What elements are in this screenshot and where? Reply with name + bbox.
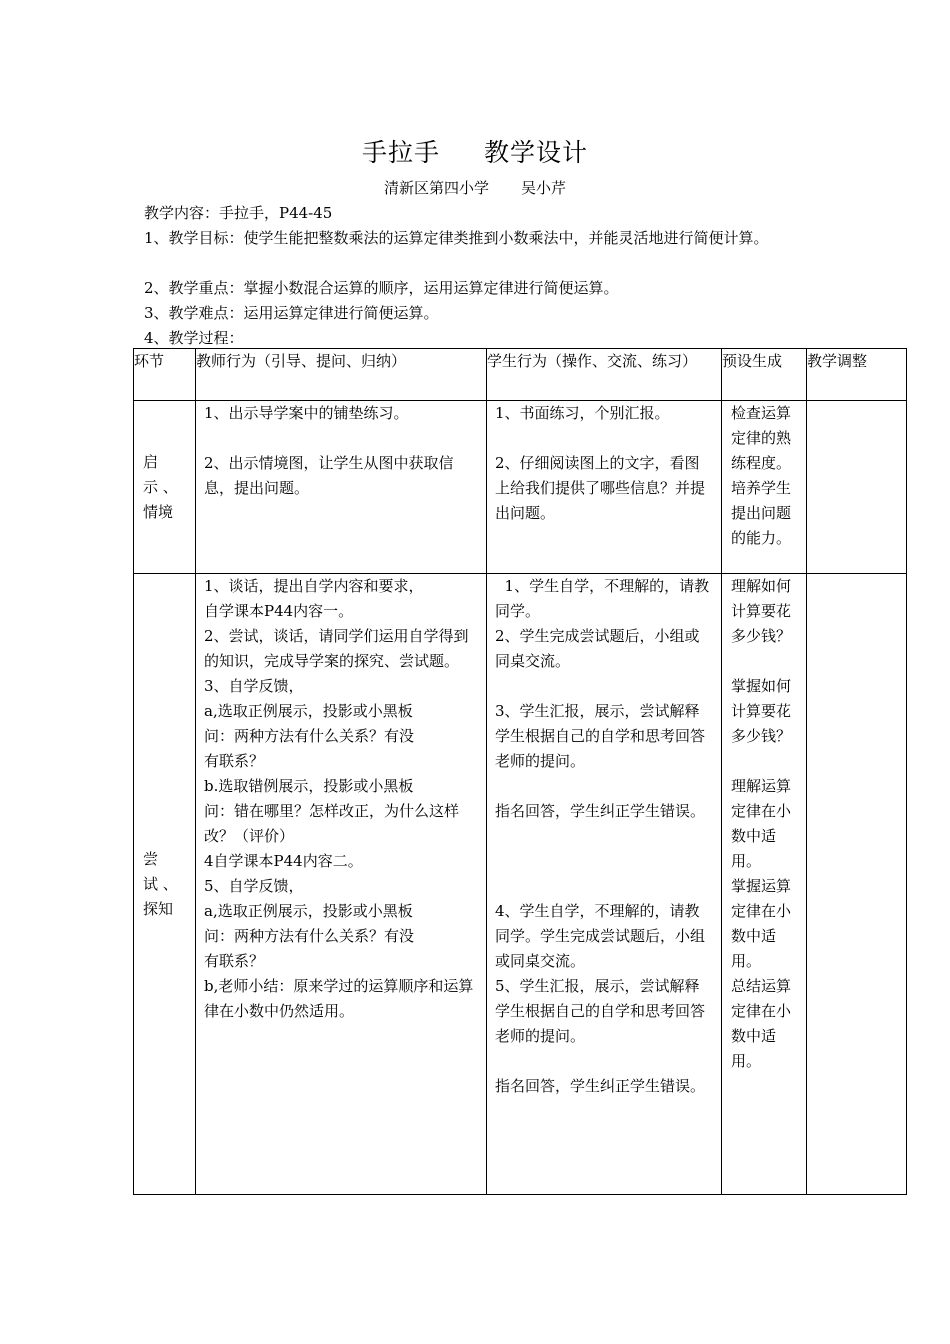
student-cell <box>487 401 722 574</box>
teacher-text: 1、出示导学案中的铺垫练习。 2、出示情境图，让学生从图中获取信息，提出问题。 <box>204 404 454 497</box>
header-teacher: 教师行为（引导、提问、归纳） <box>196 349 487 401</box>
table-row <box>134 574 907 1195</box>
teacher-cell <box>196 401 487 574</box>
generation-text: 检查运算定律的熟练程度。 培养学生提出问题的能力。 <box>731 404 792 547</box>
school-name: 清新区第四小学 <box>383 179 489 197</box>
table-header-row <box>134 349 907 401</box>
student-text: 1、书面练习，个别汇报。 2、仔细阅读图上的文字，看图 上给我们提供了哪些信息？并提出问题。 <box>495 404 706 522</box>
generation-cell <box>722 401 807 574</box>
teaching-goal-line: 1、教学目标：使学生能把整数乘法的运算定律类推到小数乘法中，并能灵活地进行简便计算。 <box>144 229 769 247</box>
title-part-2: 教学设计 <box>484 138 589 167</box>
teacher-cell <box>196 574 487 1195</box>
header-stage: 环节 <box>134 349 196 401</box>
header-student: 学生行为（操作、交流、练习） <box>487 349 722 401</box>
adjust-cell <box>807 574 907 1195</box>
header-generation: 预设生成 <box>722 349 807 401</box>
generation-cell <box>722 574 807 1195</box>
teaching-content-line: 教学内容：手拉手，P44-45 <box>144 204 333 222</box>
table-row <box>134 401 907 574</box>
stage-cell: 启 示 、 情境 <box>134 401 196 574</box>
student-cell <box>487 574 722 1195</box>
teaching-key-point-line: 2、教学重点：掌握小数混合运算的顺序，运用运算定律进行简便运算。 <box>144 279 619 297</box>
generation-text: 理解如何计算要花多少钱？ 掌握如何计算要花多少钱？ 理解运算定律在小数中适用。 掌握运算定律在小数中适用。 总结运算定律在小数中适用。 <box>731 577 792 1070</box>
adjust-cell <box>807 401 907 574</box>
stage-cell: 尝 试 、 探知 <box>134 574 196 1195</box>
title-part-1: 手拉手 <box>361 138 440 167</box>
student-text: 1、学生自学，不理解的，请教同学。 2、学生完成尝试题后，小组或同桌交流。 3、学生汇报，展示，尝试解释 学生根据自己的自学和思考回答老师的提问。 指名回答，学生纠正学生错误。 4、学生自学，不理解的，请教同学。学生完成尝试题后，小组或同桌交流。 5、学生汇报，展示，尝试解释 学生根据自己的自学和思考回答老师的提问。 指名回答，学生纠正学生错误。 <box>495 577 710 1095</box>
document-subtitle <box>0 177 950 198</box>
teacher-text: 1、谈话，提出自学内容和要求， 自学课本P44内容一。 2、尝试，谈话，请同学们运用自学得到的知识，完成导学案的探究、尝试题。 3、自学反馈， a,选取正例展示，投影或小黑板 问：两种方法有什么关系？有没 有联系？ b.选取错例展示，投影或小黑板 问：错在哪里？怎样改正，为什么这样改？（评价） 4自学课本P44内容二。 5、自学反馈， a,选取正例展示，投影或小黑板 问：两种方法有什么关系？有没 有联系？ b,老师小结：原来学过的运算顺序和运算律在小数中仍然适用。 <box>204 577 474 1020</box>
lesson-plan-table <box>133 348 907 1195</box>
teaching-difficulty-line: 3、教学难点：运用运算定律进行简便运算。 <box>144 304 439 322</box>
author-name: 吴小芹 <box>521 179 567 197</box>
teaching-process-line: 4、教学过程： <box>144 329 244 347</box>
document-title <box>0 133 950 169</box>
header-adjust: 教学调整 <box>807 349 907 401</box>
